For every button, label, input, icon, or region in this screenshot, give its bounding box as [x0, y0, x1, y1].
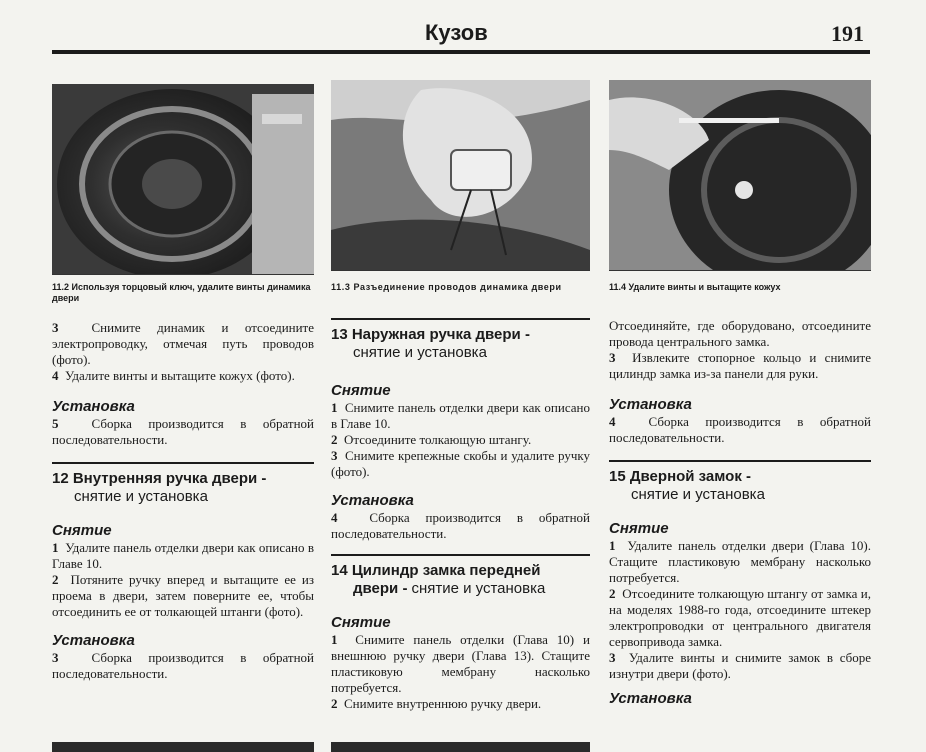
photo-11-3: [331, 80, 590, 271]
column-3: [609, 318, 871, 708]
photo-11-2: [52, 84, 314, 275]
removal-heading: Снятие: [331, 382, 391, 399]
section-13-title: 13 Наружная ручка двери -: [331, 326, 530, 343]
step-4: 4 Сборка производится в обратной последовательности.: [609, 414, 871, 445]
step-1: 1 Удалите панель отделки двери как описано в Главе 10.: [52, 540, 314, 571]
step-3: 3 Извлеките стопорное кольцо и снимите цилиндр замка из-за панели для руки.: [609, 350, 871, 381]
photo-11-4: [609, 80, 871, 271]
install-heading: Установка: [609, 396, 692, 413]
removal-heading: Снятие: [331, 614, 391, 631]
caption-11-2: 11.2 Используя торцовый ключ, удалите винты динамика двери: [52, 282, 311, 303]
section-12-subtitle: снятие и установка: [74, 488, 208, 505]
section-rule: [609, 460, 871, 462]
step-2: 2 Потяните ручку вперед и вытащите ее из проема в двери, затем поверните ее, чтобы отсоединить ее от толкающей штанги (фото).: [52, 572, 315, 619]
bottom-photo-middle: [331, 742, 590, 752]
step-5: 5 Сборка производится в обратной последовательности.: [52, 416, 314, 447]
install-heading: Установка: [52, 632, 135, 649]
step-4: 4 Удалите винты и вытащите кожух (фото).: [52, 368, 295, 383]
section-13-subtitle: снятие и установка: [353, 344, 487, 361]
header-rule: [52, 50, 870, 54]
section-14-title: 14 Цилиндр замка передней: [331, 562, 541, 579]
section-12-title: 12 Внутренняя ручка двери -: [52, 470, 267, 487]
removal-heading: Снятие: [52, 522, 112, 539]
caption-11-4: 11.4 Удалите винты и вытащите кожух: [609, 282, 781, 292]
step-3: 3 Удалите винты и снимите замок в сборе изнутри двери (фото).: [609, 650, 872, 681]
step-1: 1 Снимите панель отделки (Глава 10) и внешнюю ручку двери (Глава 13). Стащите пластиковую мембрану насколько потребуется.: [331, 632, 590, 695]
step-1: 1 Снимите панель отделки двери как описано в Главе 10.: [331, 400, 590, 431]
page-number: 191: [831, 21, 864, 46]
install-heading: Установка: [52, 398, 135, 415]
intro-text: Отсоединяйте, где оборудовано, отсоедините провода центрального замка.: [609, 318, 871, 349]
section-rule: [331, 318, 590, 320]
column-2: [331, 318, 590, 712]
step-3: 3 Сборка производится в обратной последовательности.: [52, 650, 314, 681]
step-3: 3 Снимите динамик и отсоедините электропроводку, отмечая путь проводов (фото).: [52, 320, 315, 367]
caption-11-3: 11.3 Разъединение проводов динамика двери: [331, 282, 562, 292]
step-2: 2 Отсоедините толкающую штангу от замка и, на моделях 1988-го года, отсоедините штекер электропроводки от центрального двигателя сервопривода замка.: [609, 586, 871, 649]
install-heading: Установка: [609, 690, 692, 707]
step-3: 3 Снимите крепежные скобы и удалите ручку (фото).: [331, 448, 591, 479]
removal-heading: Снятие: [609, 520, 669, 537]
page-section-title: Кузов: [425, 20, 488, 45]
section-15-title: 15 Дверной замок -: [609, 468, 752, 485]
column-1: [52, 320, 314, 682]
section-14-title-line2: двери - снятие и установка: [353, 580, 546, 597]
step-2: 2 Снимите внутреннюю ручку двери.: [331, 696, 542, 711]
step-4: 4 Сборка производится в обратной последовательности.: [331, 510, 591, 541]
section-rule: [331, 554, 590, 556]
section-rule: [52, 462, 314, 464]
section-15-subtitle: снятие и установка: [631, 486, 765, 503]
step-2: 2 Отсоедините толкающую штангу.: [331, 432, 532, 447]
bottom-photo-left: [52, 742, 314, 752]
step-1: 1 Удалите панель отделки двери (Глава 10). Стащите пластиковую мембрану насколько потребуется.: [609, 538, 872, 585]
install-heading: Установка: [331, 492, 414, 509]
